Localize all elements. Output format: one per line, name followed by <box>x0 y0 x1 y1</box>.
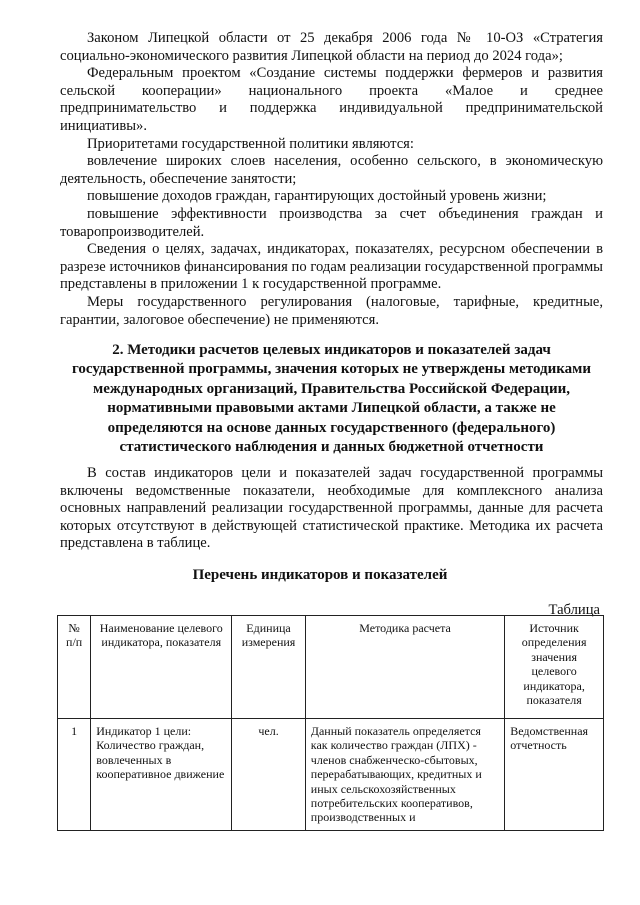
table-label: Таблица <box>548 602 600 618</box>
section-title-line: определяются на основе данных государственного (федерального) <box>107 419 556 436</box>
paragraph-law: Законом Липецкой области от 25 декабря 2006 года № 10-ОЗ «Стратегия социально-экономического развития Липецкой области на период до 2024 года»; <box>60 30 603 64</box>
indicators-table <box>57 615 604 831</box>
cell-source: Ведомственная отчетность <box>505 719 604 831</box>
section-title-line: 2. Методики расчетов целевых индикаторов и показателей задач <box>112 342 551 358</box>
header-unit: Единица измерения <box>232 616 306 719</box>
paragraph-priority-1: вовлечение широких слоев населения, особенно сельского, в экономическую деятельность, обеспечение занятости; <box>60 153 603 187</box>
paragraph-appendix-info: Сведения о целях, задачах, индикаторах, показателях, ресурсном обеспечении в разрезе источников финансирования по годам реализации государственной программы представлены в приложении 1 к государственной программе. <box>60 241 603 293</box>
paragraph-regulation: Меры государственного регулирования (налоговые, тарифные, кредитные, гарантии, залоговое обеспечение) не применяются. <box>60 293 603 328</box>
cell-unit: чел. <box>232 719 306 831</box>
cell-name: Индикатор 1 цели: Количество граждан, вовлеченных в кооперативное движение <box>91 719 232 831</box>
table-header-row <box>58 616 604 719</box>
cell-num: 1 <box>58 719 91 831</box>
header-num: № п/п <box>58 616 91 719</box>
section-paragraph: В состав индикаторов цели и показателей задач государственной программы включены ведомственные показатели, необходимые для комплексного анализа основных направлений реализации государственной программы, данные для расчета которых отсутствуют в действующей статистической практике. Методика их расчета представлена в таблице. <box>60 465 603 552</box>
header-source: Источник определения значения целевого индикатора, показателя <box>505 616 604 719</box>
header-method: Методика расчета <box>305 616 504 719</box>
body-text <box>60 30 603 329</box>
header-name: Наименование целевого индикатора, показателя <box>91 616 232 719</box>
cell-method-text: Данный показатель определяется как количество граждан (ЛПХ) - членов снабженческо-сбытовых, перерабатывающих, кредитных и иных сельскохозяйственных потребительских кооперативов, производственных и <box>310 724 482 825</box>
section-title-line: нормативными правовыми актами Липецкой области, а также не <box>107 400 556 417</box>
paragraph-priority-3: повышение эффективности производства за счет объединения граждан и товаропроизводителей. <box>60 205 603 240</box>
cell-method <box>305 719 504 831</box>
table-row <box>58 719 604 831</box>
section-title-line: международных организаций, Правительства Российской Федерации, <box>93 380 570 397</box>
section-title <box>70 341 593 457</box>
list-title: Перечень индикаторов и показателей <box>192 567 448 583</box>
section-title-line: государственной программы, значения которых не утверждены методиками <box>71 361 592 378</box>
paragraph-priorities-intro: Приоритетами государственной политики являются: <box>87 135 414 152</box>
paragraph-federal-project: Федеральным проектом «Создание системы поддержки фермеров и развития сельской кооперации» национального проекта «Малое и среднее предпринимательство и поддержка индивидуальной предпринимательской инициативы». <box>60 65 603 134</box>
section-title-line: статистического наблюдения и данных бюджетной отчетности <box>119 439 544 456</box>
paragraph-priority-2: повышение доходов граждан, гарантирующих достойный уровень жизни; <box>87 188 547 205</box>
